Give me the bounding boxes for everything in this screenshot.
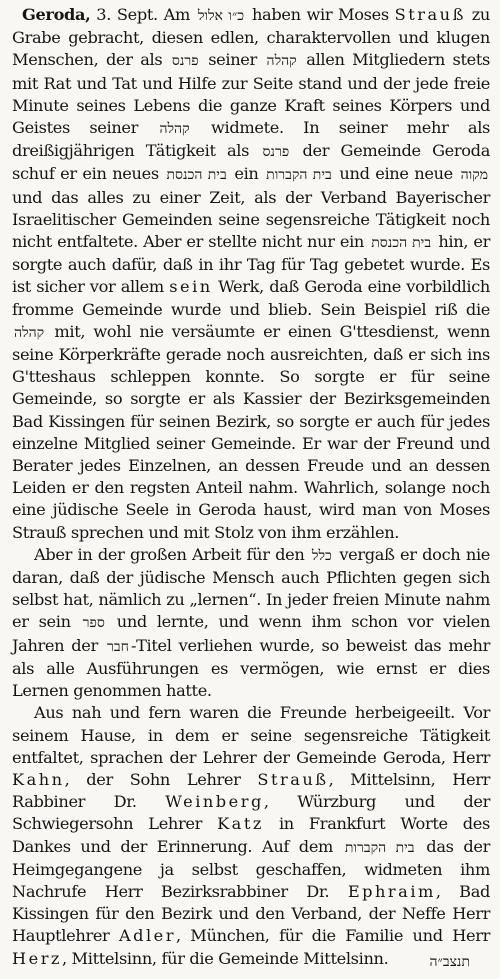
text-run: und das alles zu einer Zeit, als der Verband Bayerischer Israelitischer Gemeinden seine segensreiche Tätigkeit noch nicht entfaltete. Aber er stellte nicht nur ein [12, 187, 490, 252]
hebrew-term: פרנס [262, 144, 290, 161]
text-run: Aus nah und fern waren die Freunde herbeigeeilt. Vor seinem Hause, in dem er seine segensreiche Tätigkeit entfaltet, sprachen der Lehrer der Gemeinde Geroda, Herr [12, 703, 490, 767]
text-run: allen Mitgliedern stets mit Rat und Tat und Hilfe zur Seite stand und der jede freie Minute seines Lebens die ganze Kraft seines Körpers und Geistes seiner [12, 50, 490, 138]
spaced-name: Adler [118, 926, 177, 946]
hebrew-term: חבר [107, 638, 129, 655]
hebrew-term: כלל [311, 547, 332, 564]
text-run: , Mittelsinn, für die Gemeinde Mittelsinn. [61, 948, 389, 968]
text-run: und lernte, und wenn ihm schon vor vielen Jahren der [12, 612, 490, 655]
text-run: und eine neue [333, 164, 459, 184]
article-paragraph-1 [12, 4, 490, 544]
text-run: mit, wohl nie versäumte er einen G'ttesdienst, wenn seine Körperkräfte gerade noch ausreichten, daß er sich ins G'tteshaus schleppen konnte. So sorgte er für seine Gemeinde, so sorgte er als Kassier der Bezirksgemeinden Bad Kissingen für seinen Bezirk, so sorgte er auch für jedes einzelne Mitglied seiner Gemeinde. Er war der Freund und Berater jedes Einzelnen, an dessen Freude und an dessen Leiden er den regsten Anteil nahm. Wahrlich, solange noch eine jüdische Seele in Geroda haust, wird man von Moses Strauß sprechen und mit Stolz von ihm erzählen. [12, 321, 490, 542]
text-run: in Frankfurt Worte des Dankes und der Erinnerung. Auf dem [12, 814, 490, 856]
hebrew-term: כ״ו אלול [197, 8, 245, 24]
spaced-name: Kahn [12, 769, 65, 789]
spaced-name: sein [169, 277, 213, 297]
text-run: das der Heimgegangene ja selbst geschaffen, widmeten ihm Nachrufe Herr Bezirksrabbiner Dr. [12, 836, 490, 901]
hebrew-term: פרנס [171, 53, 199, 70]
spaced-name: Ephraim [347, 881, 436, 901]
hebrew-term: קהלה [266, 53, 297, 70]
article-paragraph-2 [12, 544, 490, 702]
hebrew-term: מקוה [460, 167, 488, 184]
text-run: haben wir Moses [246, 5, 395, 24]
hebrew-term: בית הכנסת [371, 235, 432, 252]
text-run: ein [228, 164, 265, 184]
hebrew-term: בית הקברות [266, 167, 332, 184]
text-run: zu Grabe gebracht, diesen edlen, charaktervollen und klugen Menschen, der als [12, 5, 490, 70]
text-run: Aber in der großen Arbeit für den [34, 544, 310, 564]
dateline: Geroda, [22, 5, 91, 24]
text-run: hin, er sorgte auch dafür, daß in ihr Tag für Tag gebetet wurde. Es ist sicher vor allem [12, 232, 490, 297]
text-run: der Gemeinde Geroda schuf er ein neues [12, 141, 490, 184]
hebrew-term: ספר [82, 615, 105, 632]
spaced-name: Herz [12, 948, 62, 968]
text-run: 3. Sept. Am [90, 5, 196, 24]
text-run: vergaß er doch nie daran, daß der jüdische Mensch auch Pflichten gegen sich selbst hat, nämlich zu „lernen“. In jeder freien Minute nahm er sein [12, 544, 490, 632]
text-run: , Mittelsinn, Herr Rabbiner Dr. [12, 769, 490, 812]
closing-abbreviation: תנצב״ה [429, 953, 470, 970]
spaced-name: Strauß [394, 5, 466, 24]
text-run: , Bad Kissingen für den Bezirk und den Verband, der Neffe Herr Hauptlehrer [12, 881, 491, 946]
hebrew-term: בית הכנסת [166, 167, 227, 184]
text-run: seiner [200, 50, 265, 70]
spaced-name: Strauß [257, 769, 329, 789]
text-run: Werk, daß Geroda eine vorbildlich fromme Gemeinde wurde und blieb. Sein Beispiel riß die [12, 277, 490, 319]
hebrew-term: קהלה [14, 324, 45, 341]
article-paragraph-3 [12, 702, 490, 969]
text-run: , München, für die Familie und Herr [176, 926, 490, 946]
hebrew-term: בית הקברות [344, 839, 415, 856]
spaced-name: Katz [217, 814, 264, 834]
hebrew-term: קהלה [159, 121, 190, 138]
text-run: , der Sohn Lehrer [64, 769, 258, 789]
text-run: widmete. In seiner mehr als dreißigjährigen Tätigkeit als [12, 118, 490, 161]
text-run: , Würzburg und der Schwiegersohn Lehrer [12, 792, 490, 834]
text-run: -Titel verliehen wurde, so beweist das mehr als alle Ausführungen es vermögen, wie ernst er dies Lernen genommen hatte. [12, 635, 491, 701]
spaced-name: Weinberg [165, 792, 264, 812]
